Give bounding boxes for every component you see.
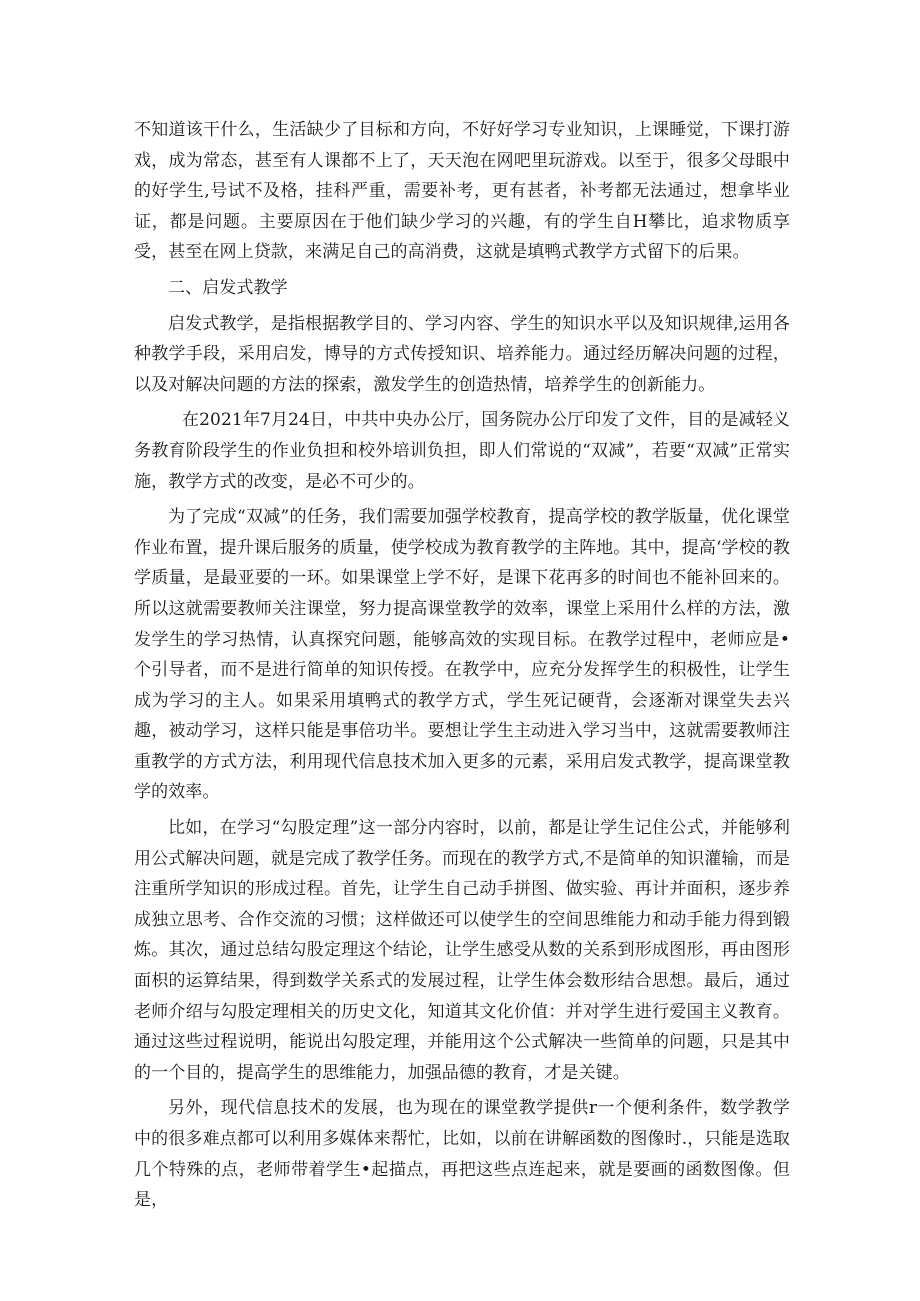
paragraph-continuation: 不知道该干什么，生活缺少了目标和方向，不好好学习专业知识，上课睡觉，下课打游戏，成为常态，甚至有人课都不上了，天天泡在网吧里玩游戏。以至于，很多父母眼中的好学生,号试不及格，挂科严重，需要补考，更有甚者，补考都无法通过，想拿毕业证，都是问题。主要原因在于他们缺少学习的兴趣，有的学生自H攀比，追求物质享受，甚至在网上贷款，来满足自己的高消费，这就是填鸭式教学方式留下的后果。 <box>134 120 790 263</box>
paragraph-information-technology: 另外，现代信息技术的发展，也为现在的课堂教学提供r一个便利条件，数学教学中的很多难点都可以利用多媒体来帮忙，比如，以前在讲解函数的图像时.，只能是选取几个特殊的点，老师带着学生•起描点，再把这些点连起来，就是要画的函数图像。但是， <box>134 1098 790 1211</box>
paragraph-pythagoras-example: 比如，在学习“勾股定理”这一部分内容时，以前，都是让学生记住公式，并能够利用公式解决问题，就是完成了教学任务。而现在的教学方式,不是简单的知识灌输，而是注重所学知识的形成过程。首先，让学生自己动手拼图、做实验、再计并面积，逐步养成独立思考、合作交流的习惯；这样做还可以使学生的空间思维能力和动手能力得到锻炼。其次，通过总结勾股定理这个结论，让学生感受从数的关系到形成图形，再由图形面枳的运算结果，得到数学关系式的发展过程，让学生体会数形结合思想。最后，通过老师介绍与勾股定理相关的历史文化，知道其文化价值：并对学生进行爱国主义教育。通过这些过程说明，能说出勾股定理，并能用这个公式解决一些简单的问题，只是其中的一个目的，提高学生的思维能力，加强品德的教育，才是关键。 <box>134 818 790 1083</box>
document-body <box>134 115 790 1221</box>
section-heading: 二、启发式教学 <box>168 277 288 298</box>
paragraph-definition: 启发式教学，是指根据教学目的、学习内容、学生的知识水平以及知识规律,运用各种教学手段，采用启发，博导的方式传授知识、培养能力。通过经历解决问题的过程，以及对解决问题的方法的探索，激发学生的创造热情，培养学生的创新能力。 <box>134 313 790 395</box>
paragraph-school-quality: 为了完成“双减”的任务，我们需要加强学校教育，提高学校的教学版量，优化课堂作业布置，提升课后服务的质量，使学校成为教育教学的主阵地。其中，提高‘学校的教学质量，是最亚要的一环。如果课堂上学不好，是课下花再多的时间也不能补回来的。所以这就需要教师关注课堂，努力提高课堂教学的效率，课堂上采用什么样的方法，激发学生的学习热情，认真探究问题，能够高效的实现目标。在教学过程中，老师应是•个引导者，而不是进行简单的知识传授。在教学中，应充分发挥学生的积极性，让学生成为学习的主人。如果采用填鸭式的教学方式，学生死记硬背，会逐渐对课堂失去兴趣，被动学习，这样只能是事倍功半。要想让学生主动进入学习当中，这就需要教师注重教学的方式方法，利用现代信息技术加入更多的元素，采用启发式教学，提高课堂教学的效率。 <box>134 507 790 803</box>
paragraph-double-reduction: 在2021年7月24日，中共中央办公厅，国务院办公厅印发了文件，目的是减轻义务教育阶段学生的作业负担和校外培训负担，即人们常说的“双减”，若要“双减”正常实施，教学方式的改变，是必不可少的。 <box>134 410 790 492</box>
